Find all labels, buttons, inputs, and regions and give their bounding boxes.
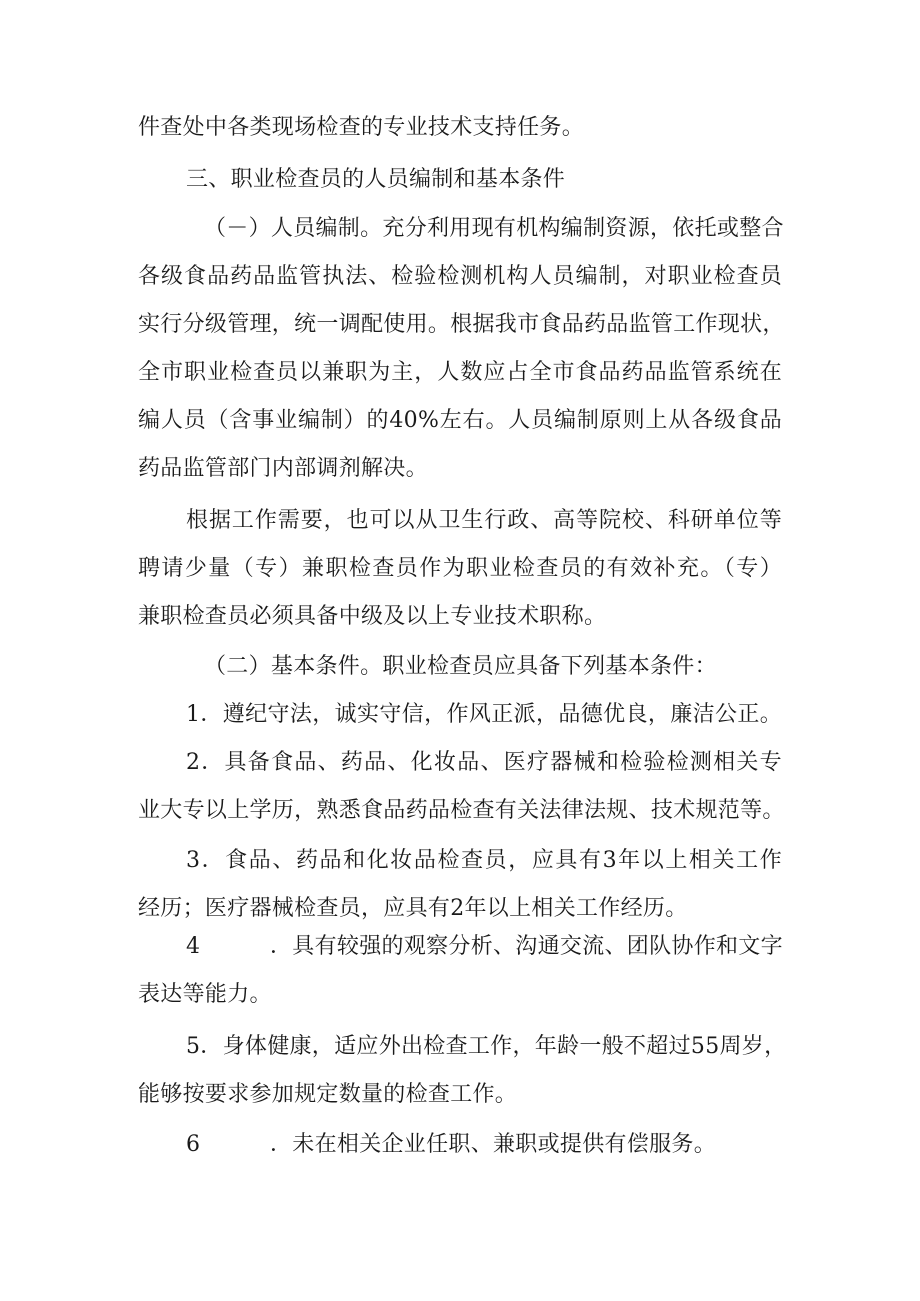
list-text: ．未在相关企业任职、兼职或提供有偿服务。 (270, 1132, 717, 1157)
text-line: 业大专以上学历，熟悉食品药品检查有关法律法规、技术规范等。 (138, 798, 785, 823)
text-line: 各级食品药品监管执法、检验检测机构人员编制，对职业检查员 (138, 264, 782, 289)
text-line: 编人员（含事业编制）的40%左右。人员编制原则上从各级食品 (138, 408, 782, 433)
list-item: 2．具备食品、药品、化妆品、医疗器械和检验检测相关专 (186, 750, 782, 775)
text-line: 全市职业检查员以兼职为主，人数应占全市食品药品监管系统在 (138, 360, 782, 385)
section-heading: 三、职业检查员的人员编制和基本条件 (186, 167, 566, 192)
list-text: ．具有较强的观察分析、沟通交流、团队协作和文字 (270, 934, 783, 959)
text-line: 根据工作需要，也可以从卫生行政、高等院校、科研单位等 (186, 508, 782, 533)
text-line: 经历；医疗器械检查员，应具有2年以上相关工作经历。 (138, 896, 688, 921)
text-line: 药品监管部门内部调剂解决。 (138, 456, 428, 481)
list-number: 6 (186, 1132, 201, 1157)
list-item: 3．食品、药品和化妆品检查员，应具有3年以上相关工作 (186, 848, 782, 873)
list-item: 5．身体健康，适应外出检查工作，年龄一般不超过55周岁， (186, 1034, 787, 1059)
list-number: 4 (186, 934, 201, 959)
text-line: 兼职检查员必须具备中级及以上专业技术职称。 (138, 604, 607, 629)
subsection-heading: （二）基本条件。职业检查员应具备下列基本条件： (204, 654, 717, 679)
text-line: 表达等能力。 (138, 982, 272, 1007)
text-line: 件查处中各类现场检查的专业技术支持任务。 (138, 115, 585, 140)
list-item: 1．遵纪守法，诚实守信，作风正派，品德优良，廉洁公正。 (186, 702, 782, 727)
list-item (186, 1130, 716, 1160)
text-line: 能够按要求参加规定数量的检查工作。 (138, 1082, 518, 1107)
list-item (186, 932, 783, 962)
subsection-heading: （－）人员编制。充分利用现有机构编制资源，依托或整合 (204, 216, 784, 241)
text-line: 聘请少量（专）兼职检查员作为职业检查员的有效补充。（专） (138, 556, 782, 581)
text-line: 实行分级管理，统一调配使用。根据我市食品药品监管工作现状， (138, 312, 785, 337)
